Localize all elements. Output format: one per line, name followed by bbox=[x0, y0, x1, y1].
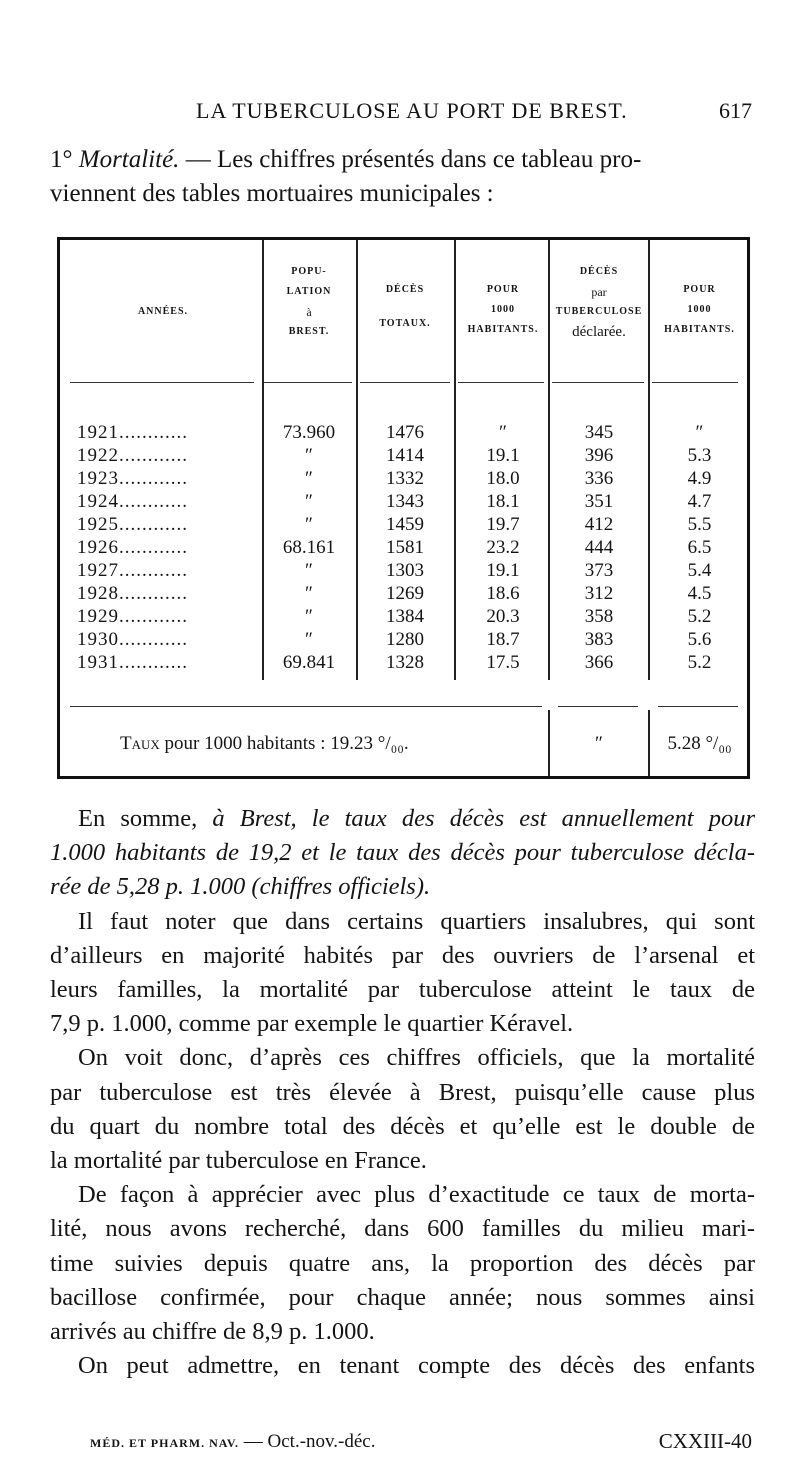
cell-pour-1000-tuberculose: 6.5 bbox=[687, 537, 712, 558]
cell-deces: 1303 bbox=[386, 560, 424, 581]
cell-pour-1000-tuberculose: 5.4 bbox=[687, 560, 712, 581]
cell-pour-1000: 18.7 bbox=[486, 629, 520, 650]
cell-population: 68.161 bbox=[282, 537, 336, 558]
cell-tuberculose: 412 bbox=[584, 514, 614, 535]
paragraph-line: En somme, à Brest, le taux des décès est annuellement pour bbox=[78, 805, 755, 832]
header-rule bbox=[360, 382, 450, 383]
cell-annee: 1922............ bbox=[77, 446, 188, 466]
cell-tuberculose: 336 bbox=[584, 468, 614, 489]
paragraph-line: De façon à apprécier avec plus d’exactitude ce taux de morta- bbox=[78, 1181, 755, 1209]
cell-population: ″ bbox=[305, 445, 313, 466]
cell-pour-1000-tuberculose: 5.3 bbox=[687, 445, 712, 466]
intro-line-1 bbox=[50, 143, 762, 177]
paragraph-line: On peut admettre, en tenant compte des décès des enfants bbox=[78, 1352, 755, 1380]
table-row bbox=[60, 653, 747, 673]
cell-deces: 1384 bbox=[386, 606, 424, 627]
table-row bbox=[60, 492, 747, 512]
header-rule bbox=[264, 382, 352, 383]
table-row bbox=[60, 607, 747, 627]
paragraph-line: On voit donc, d’après ces chiffres officiels, que la mortalité bbox=[78, 1044, 755, 1072]
cell-pour-1000-tuberculose: 4.9 bbox=[687, 468, 712, 489]
cell-pour-1000: 18.6 bbox=[486, 583, 520, 604]
summary-tuberculose: ″ bbox=[595, 733, 603, 754]
table-row bbox=[60, 423, 747, 443]
cell-pour-1000-tuberculose: 5.6 bbox=[687, 629, 712, 650]
table-row bbox=[60, 630, 747, 650]
cell-annee: 1929............ bbox=[77, 607, 188, 627]
cell-pour-1000-tuberculose: 4.5 bbox=[687, 583, 712, 604]
cell-pour-1000: 19.1 bbox=[486, 445, 520, 466]
table-rule bbox=[70, 706, 542, 707]
running-header bbox=[180, 98, 752, 138]
mortality-table bbox=[57, 237, 750, 779]
cell-deces: 1414 bbox=[386, 445, 424, 466]
cell-annee: 1924............ bbox=[77, 492, 188, 512]
cell-pour-1000-tuberculose: 4.7 bbox=[687, 491, 712, 512]
cell-pour-1000: 18.1 bbox=[486, 491, 520, 512]
cell-pour-1000: 23.2 bbox=[486, 537, 520, 558]
paragraph-line: 7,9 p. 1.000, comme par exemple le quartier Kéravel. bbox=[50, 1010, 574, 1038]
page-number: 617 bbox=[719, 98, 752, 123]
header-deces-totaux: DÉCÈS TOTAUX. bbox=[379, 284, 431, 329]
table-row bbox=[60, 561, 747, 581]
header-pour-1000-b: POUR 1000 HABITANTS. bbox=[664, 284, 735, 335]
cell-deces: 1343 bbox=[386, 491, 424, 512]
cell-annee: 1925............ bbox=[77, 515, 188, 535]
cell-population: 69.841 bbox=[282, 652, 336, 673]
paragraph-line: 1.000 habitants de 19,2 et le taux des décès pour tuberculose décla- bbox=[50, 839, 755, 867]
cell-deces: 1459 bbox=[386, 514, 424, 535]
cell-pour-1000-tuberculose: 5.2 bbox=[687, 606, 712, 627]
table-rule bbox=[658, 706, 738, 707]
paragraph-line: lité, nous avons recherché, dans 600 familles du milieu mari- bbox=[50, 1215, 755, 1243]
cell-pour-1000-tuberculose: 5.5 bbox=[687, 514, 712, 535]
cell-deces: 1476 bbox=[386, 422, 424, 443]
paragraph-line: arrivés au chiffre de 8,9 p. 1.000. bbox=[50, 1318, 375, 1346]
running-title: LA TUBERCULOSE AU PORT DE BREST. bbox=[196, 98, 628, 123]
cell-tuberculose: 373 bbox=[584, 560, 614, 581]
cell-tuberculose: 351 bbox=[584, 491, 614, 512]
cell-annee: 1921............ bbox=[77, 423, 188, 443]
section-heading: Mortalité. bbox=[78, 146, 180, 173]
paragraph-line: bacillose confirmée, pour chaque année; nous sommes ainsi bbox=[50, 1283, 755, 1311]
cell-pour-1000: ″ bbox=[499, 422, 507, 443]
cell-population: ″ bbox=[305, 514, 313, 535]
paragraph-line: rée de 5,28 p. 1.000 (chiffres officiels). bbox=[50, 873, 431, 901]
cell-tuberculose: 444 bbox=[584, 537, 614, 558]
cell-pour-1000: 18.0 bbox=[486, 468, 520, 489]
cell-tuberculose: 383 bbox=[584, 629, 614, 650]
paragraph-line: d’ailleurs en majorité habités par des ouvriers de l’arsenal et bbox=[50, 941, 755, 969]
intro-line-2: viennent des tables mortuaires municipales : bbox=[50, 180, 494, 207]
table-rule bbox=[558, 706, 638, 707]
paragraph-line: par tuberculose est très élevée à Brest, puisqu’elle cause plus bbox=[50, 1078, 755, 1106]
header-annees: ANNÉES. bbox=[137, 306, 189, 317]
paragraph-line: la mortalité par tuberculose en France. bbox=[50, 1147, 427, 1175]
cell-pour-1000-tuberculose: ″ bbox=[695, 422, 704, 443]
cell-population: 73.960 bbox=[282, 422, 336, 443]
cell-tuberculose: 312 bbox=[584, 583, 614, 604]
cell-tuberculose: 358 bbox=[584, 606, 614, 627]
header-rule bbox=[70, 382, 254, 383]
cell-annee: 1926............ bbox=[77, 538, 188, 558]
header-rule bbox=[552, 382, 644, 383]
table-row bbox=[60, 469, 747, 489]
paragraph-line: du quart du nombre total des décès et qu’elle est le double de bbox=[50, 1112, 755, 1140]
cell-deces: 1280 bbox=[386, 629, 424, 650]
table-row bbox=[60, 584, 747, 604]
section-number: 1° bbox=[50, 146, 73, 173]
intro-text-1: — Les chiffres présentés dans ce tableau pro- bbox=[179, 146, 642, 173]
cell-population: ″ bbox=[305, 629, 313, 650]
cell-annee: 1931............ bbox=[77, 653, 188, 673]
cell-tuberculose: 345 bbox=[584, 422, 614, 443]
cell-pour-1000: 19.7 bbox=[486, 514, 520, 535]
cell-pour-1000-tuberculose: 5.2 bbox=[687, 652, 712, 673]
table-row bbox=[60, 515, 747, 535]
page-footer bbox=[90, 1429, 752, 1459]
header-pour-1000-a: POUR 1000 HABITANTS. bbox=[467, 284, 539, 335]
cell-deces: 1328 bbox=[386, 652, 424, 673]
cell-deces: 1269 bbox=[386, 583, 424, 604]
header-rule bbox=[458, 382, 544, 383]
cell-pour-1000: 19.1 bbox=[486, 560, 520, 581]
cell-population: ″ bbox=[305, 560, 313, 581]
cell-population: ″ bbox=[305, 491, 313, 512]
cell-population: ″ bbox=[305, 468, 313, 489]
header-rule bbox=[652, 382, 738, 383]
cell-population: ″ bbox=[305, 606, 313, 627]
cell-annee: 1923............ bbox=[77, 469, 188, 489]
cell-annee: 1930............ bbox=[77, 630, 188, 650]
journal-reference: MÉD. ET PHARM. NAV. — Oct.-nov.-déc. bbox=[90, 1431, 376, 1452]
cell-annee: 1927............ bbox=[77, 561, 188, 581]
cell-deces: 1581 bbox=[386, 537, 424, 558]
cell-pour-1000: 20.3 bbox=[486, 606, 520, 627]
header-deces-tuberculose: DÉCÈS par TUBERCULOSE déclarée. bbox=[555, 266, 643, 340]
paragraph-line: time suivies depuis quatre ans, la proportion des décès par bbox=[50, 1249, 755, 1277]
table-row bbox=[60, 538, 747, 558]
cell-deces: 1332 bbox=[386, 468, 424, 489]
header-population: POPU- LATION à BREST. bbox=[286, 266, 332, 337]
summary-label: Taux pour 1000 habitants : 19.23 °/₀₀. bbox=[120, 733, 409, 754]
signature-mark: CXXIII-40 bbox=[658, 1429, 752, 1453]
summary-rate: 5.28 °/₀₀ bbox=[667, 733, 732, 754]
table-row bbox=[60, 446, 747, 466]
cell-annee: 1928............ bbox=[77, 584, 188, 604]
paragraph-line: Il faut noter que dans certains quartiers insalubres, qui sont bbox=[78, 907, 755, 935]
section-intro bbox=[50, 143, 762, 211]
cell-pour-1000: 17.5 bbox=[486, 652, 520, 673]
cell-tuberculose: 366 bbox=[584, 652, 614, 673]
body-text bbox=[50, 802, 755, 1383]
table-summary-row bbox=[60, 732, 747, 756]
paragraph-line: leurs familles, la mortalité par tuberculose atteint le taux de bbox=[50, 976, 755, 1004]
cell-tuberculose: 396 bbox=[584, 445, 614, 466]
cell-population: ″ bbox=[305, 583, 313, 604]
